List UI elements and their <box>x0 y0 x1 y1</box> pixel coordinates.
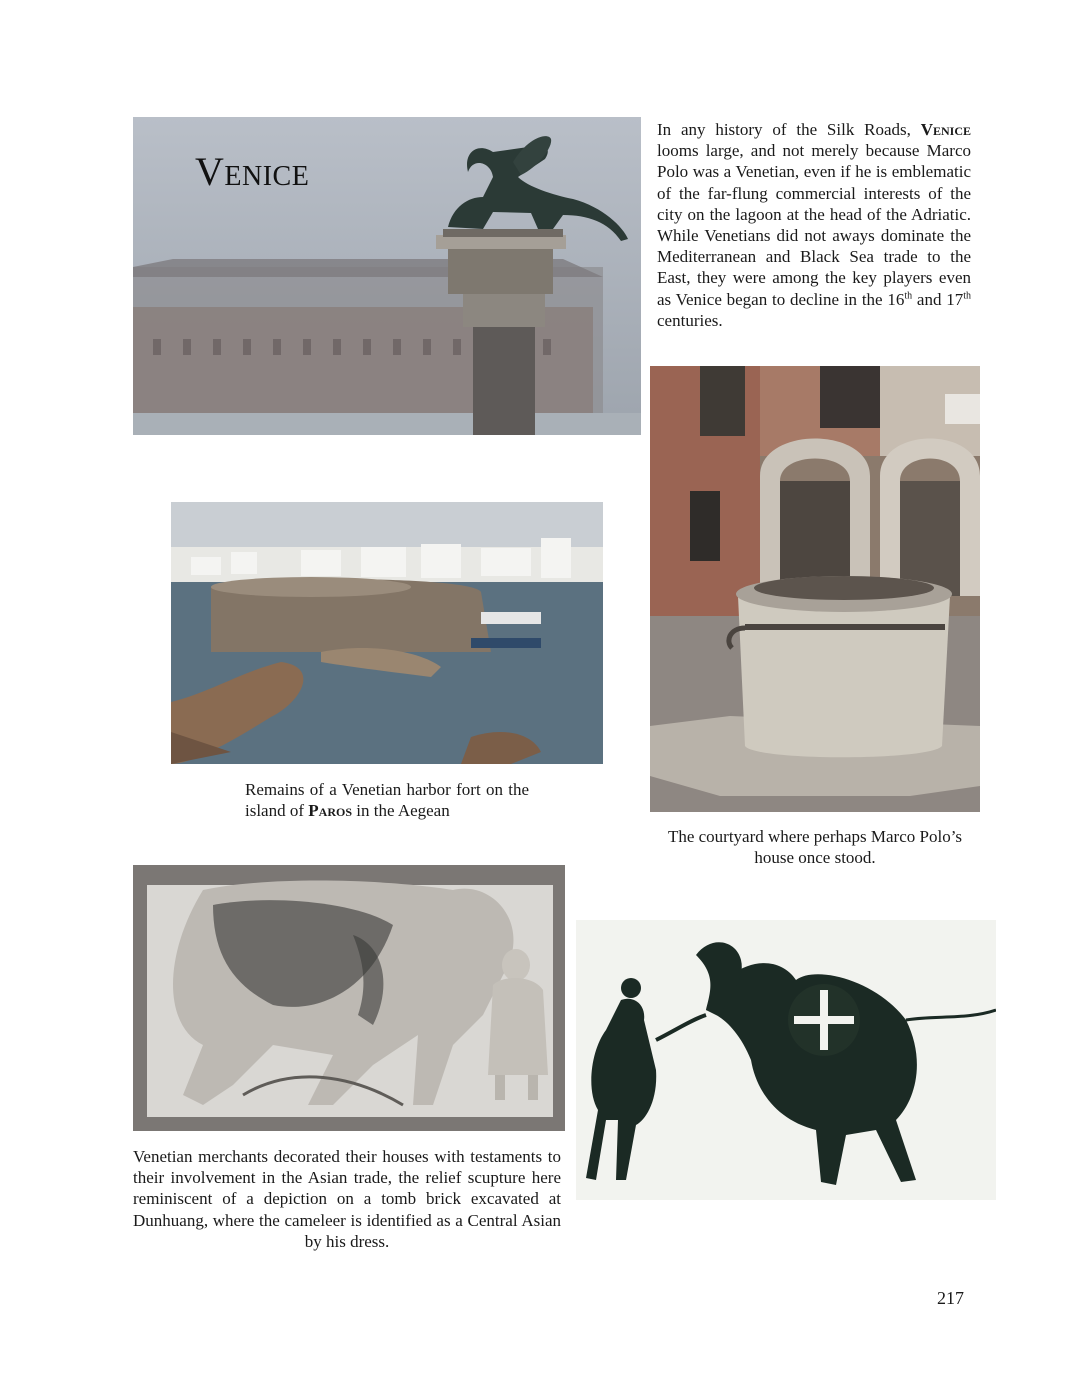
courtyard-caption: The courtyard where perhaps Marco Polo’s house once stood. <box>667 827 963 868</box>
dunhuang-brick-camel-photo <box>576 920 996 1200</box>
paros-caption <box>245 779 529 821</box>
page-number: 217 <box>937 1288 964 1308</box>
courtyard-well-photo <box>650 366 980 812</box>
intro-paragraph <box>657 119 971 331</box>
intro-text-end: centuries. <box>657 310 723 330</box>
intro-superscript-17th: th <box>963 289 971 301</box>
intro-text-start: In any history of the Silk Roads, <box>657 120 921 139</box>
paros-harbor-fort-photo <box>171 502 603 764</box>
paros-caption-end: in the Aegean <box>352 801 450 821</box>
page-title: Venice <box>195 149 310 194</box>
intro-text-mid: and 17 <box>912 289 964 309</box>
relief-caption <box>133 1146 561 1252</box>
relief-sculpture-photo <box>133 865 565 1131</box>
relief-caption-text: Venetian merchants decorated their houses with testaments to their involvement in the Asian trade, the relief scupture here reminiscent of a depiction on a tomb brick excavated at Dunhuang, where the cameleer is identified as a Central Asian by his dress. <box>133 1147 561 1251</box>
paros-term: Paros <box>308 801 353 821</box>
intro-venice-term: Venice <box>920 120 971 139</box>
paros-caption-text: Remains of a Venetian harbor fort on the island of <box>245 780 529 821</box>
intro-text-body: looms large, and not merely because Marco Polo was a Venetian, even if he is emblematic of the far-flung commercial interests of the city on the lagoon at the head of the Adriatic. While Venetians did not aways dominate the Mediterranean and Black Sea trade to the East, they were among the key players even as Venice began to decline in the 16 <box>657 141 971 309</box>
intro-superscript-16th: th <box>904 289 913 301</box>
